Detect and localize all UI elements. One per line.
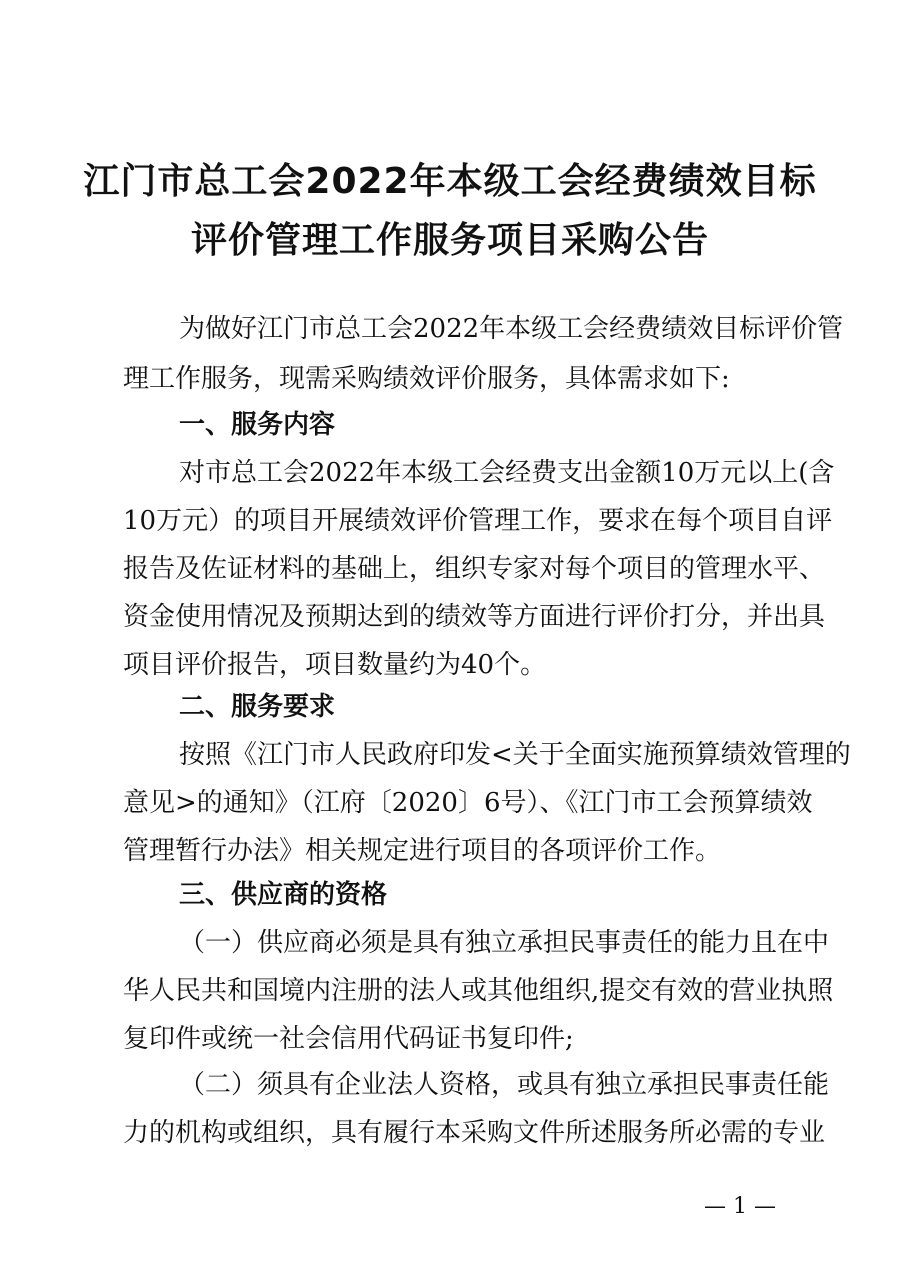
- document-title-line-1: 江门市总工会2022年本级工会经费绩效目标: [83, 161, 817, 202]
- page-number: — 1 —: [704, 1194, 776, 1219]
- section1-line-1: 对市总工会2022年本级工会经费支出金额10万元以上(含: [179, 458, 835, 488]
- section3-line-5: 力的机构或组织，具有履行本采购文件所述服务所必需的专业: [123, 1118, 826, 1148]
- section2-line-2: 意见>的通知》（江府〔2020〕6号）、《江门市工会预算绩效: [123, 788, 813, 818]
- section3-line-2: 华人民共和国境内注册的法人或其他组织,提交有效的营业执照: [123, 976, 834, 1006]
- section1-line-3: 报告及佐证材料的基础上，组织专家对每个项目的管理水平、: [123, 554, 826, 584]
- intro-line-1: 为做好江门市总工会2022年本级工会经费绩效目标评价管: [179, 314, 844, 344]
- section3-line-4: （二）须具有企业法人资格，或具有独立承担民事责任能: [179, 1070, 830, 1100]
- section-heading-service-content: 一、服务内容: [179, 410, 336, 440]
- section3-line-1: （一）供应商必须是具有独立承担民事责任的能力且在中: [179, 928, 830, 958]
- section2-line-1: 按照《江门市人民政府印发<关于全面实施预算绩效管理的: [179, 740, 851, 770]
- section-heading-service-requirements: 二、服务要求: [179, 692, 336, 722]
- document-title-line-2: 评价管理工作服务项目采购公告: [190, 220, 709, 261]
- section1-line-5: 项目评价报告，项目数量约为40个。: [123, 650, 547, 680]
- section-heading-supplier-qualifications: 三、供应商的资格: [179, 880, 388, 910]
- section1-line-4: 资金使用情况及预期达到的绩效等方面进行评价打分，并出具: [123, 602, 826, 632]
- section2-line-3: 管理暂行办法》相关规定进行项目的各项评价工作。: [123, 836, 722, 866]
- section1-line-2: 10万元）的项目开展绩效评价管理工作，要求在每个项目自评: [123, 506, 833, 536]
- section3-line-3: 复印件或统一社会信用代码证书复印件;: [123, 1024, 574, 1054]
- intro-line-2: 理工作服务，现需采购绩效评价服务，具体需求如下:: [123, 364, 730, 394]
